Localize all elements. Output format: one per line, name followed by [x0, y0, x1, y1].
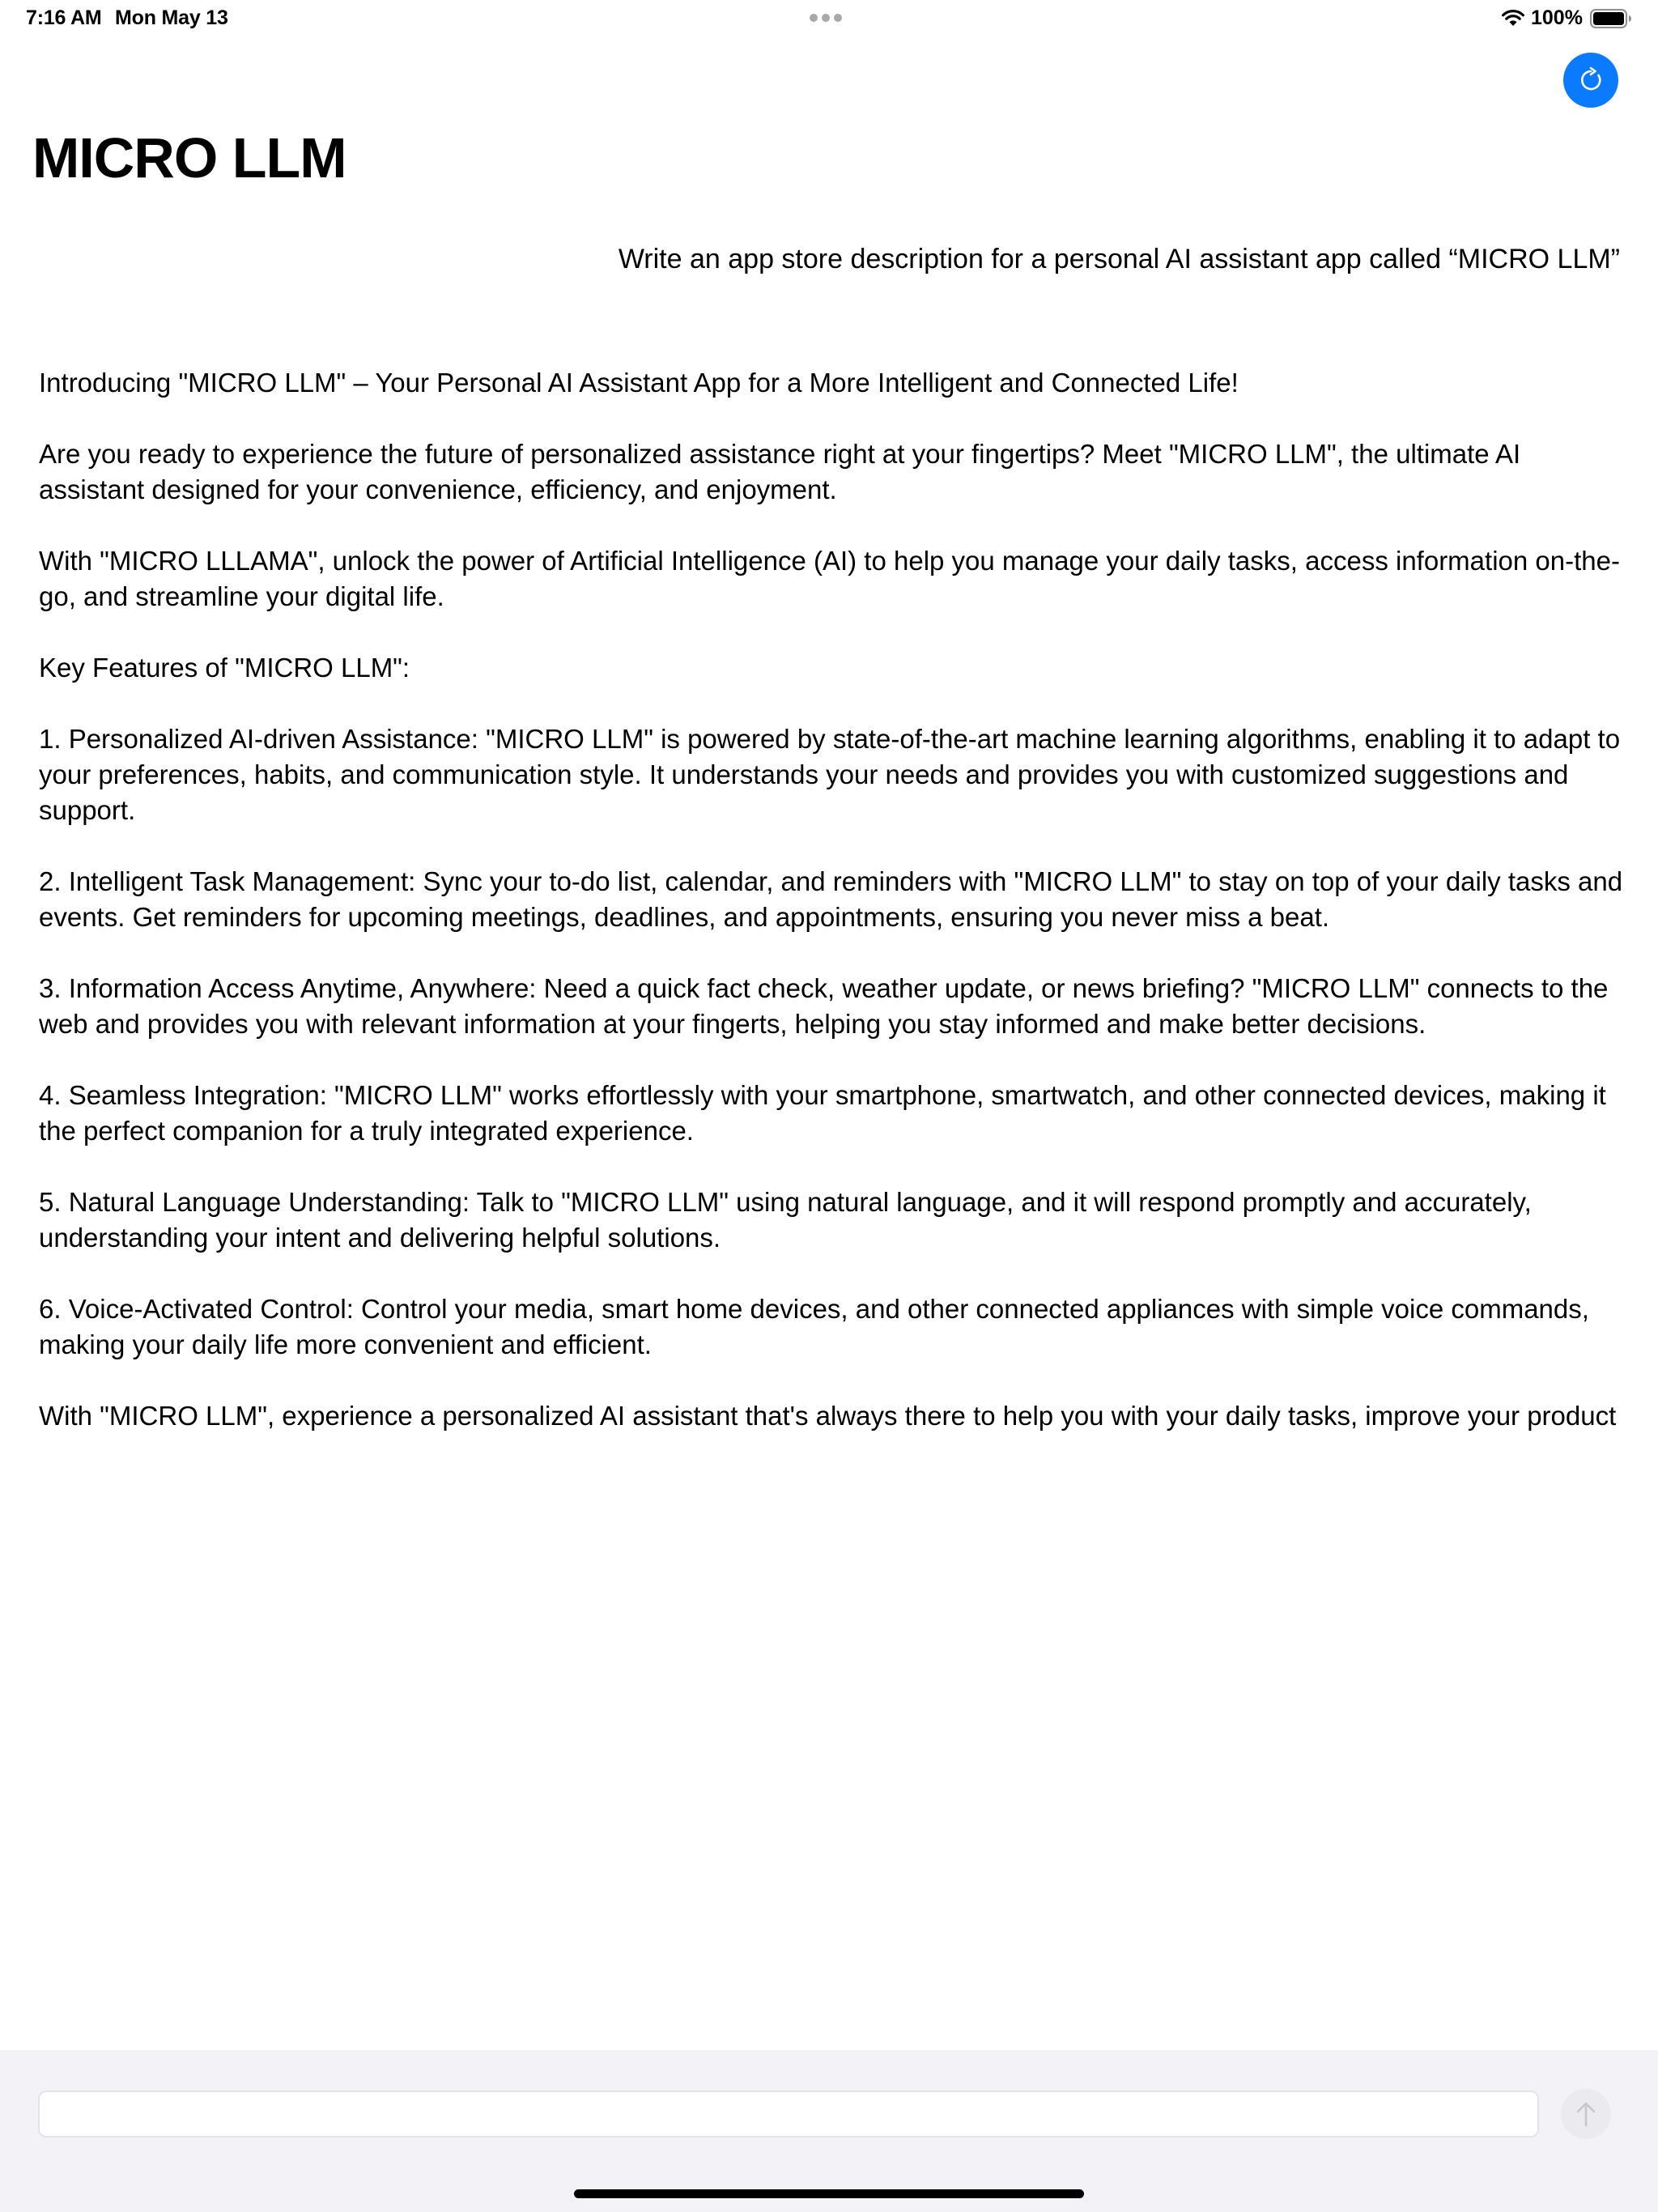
battery-percent: 100%	[1531, 6, 1583, 29]
multitask-dots-icon[interactable]	[810, 14, 842, 22]
response-paragraph: 3. Information Access Anytime, Anywhere: Need a quick fact check, weather update, or news briefing? "MICRO LLM" connects to the web and provides you with relevant information at your fingerts, helping you stay informed and make better decisions.	[39, 973, 1609, 1039]
send-button[interactable]	[1561, 2089, 1611, 2139]
composer-bar	[0, 2050, 1658, 2212]
response-paragraph: 5. Natural Language Understanding: Talk to "MICRO LLM" using natural language, and it will respond promptly and accurately, understanding your intent and delivering helpful solutions.	[39, 1187, 1532, 1253]
response-paragraph: 4. Seamless Integration: "MICRO LLM" works effortlessly with your smartphone, smartwatch, and other connected devices, making it the perfect companion for a truly integrated experience.	[39, 1080, 1606, 1146]
message-input[interactable]	[38, 2091, 1539, 2138]
assistant-response	[39, 365, 1626, 1470]
response-paragraph: With "MICRO LLLAMA", unlock the power of Artificial Intelligence (AI) to help you manage your daily tasks, access information on-the-go, and streamline your digital life.	[39, 546, 1620, 611]
status-date: Mon May 13	[115, 6, 228, 29]
response-paragraph: 6. Voice-Activated Control: Control your media, smart home devices, and other connected appliances with simple voice commands, making your daily life more convenient and efficient.	[39, 1294, 1589, 1359]
response-paragraph: Are you ready to experience the future of personalized assistance right at your fingertips? Meet "MICRO LLM", the ultimate AI assistant designed for your convenience, efficiency, and enjoyment.	[39, 439, 1521, 504]
home-indicator[interactable]	[574, 2189, 1084, 2198]
battery-icon	[1590, 8, 1632, 29]
response-paragraph: Key Features of "MICRO LLM":	[39, 653, 410, 683]
response-paragraph: With "MICRO LLM", experience a personalized AI assistant that's always there to help you with your daily tasks, improve your product	[39, 1401, 1617, 1431]
arrow-up-icon	[1574, 2100, 1598, 2128]
page-title: MICRO LLM	[32, 126, 346, 189]
refresh-icon	[1576, 66, 1605, 95]
response-paragraph: Introducing "MICRO LLM" – Your Personal AI Assistant App for a More Intelligent and Connected Life!	[39, 368, 1239, 398]
response-paragraph: 2. Intelligent Task Management: Sync your to-do list, calendar, and reminders with "MICRO LLM" to stay on top of your daily tasks and events. Get reminders for upcoming meetings, deadlines, and appointments, ensuring you never miss a beat.	[39, 866, 1623, 932]
refresh-button[interactable]	[1563, 53, 1618, 108]
status-bar	[0, 0, 1658, 39]
status-time: 7:16 AM	[26, 6, 102, 29]
wifi-icon	[1501, 8, 1525, 28]
user-prompt-message: Write an app store description for a personal AI assistant app called “MICRO LLM”	[618, 244, 1620, 274]
response-paragraph: 1. Personalized AI-driven Assistance: "MICRO LLM" is powered by state-of-the-art machine learning algorithms, enabling it to adapt to your preferences, habits, and communication style. It understands your needs and provides you with customized suggestions and support.	[39, 724, 1621, 825]
